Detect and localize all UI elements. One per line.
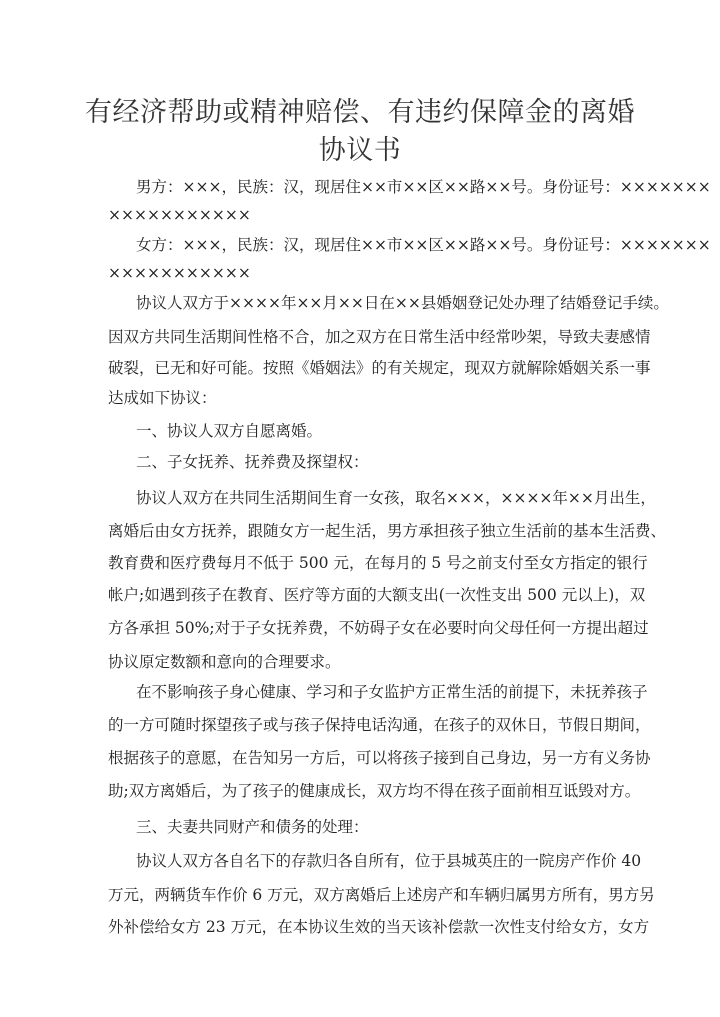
body-line: 协议人双方于××××年××月××日在××县婚姻登记处办理了结婚登记手续。 xyxy=(136,294,669,312)
body-line: 达成如下协议： xyxy=(108,389,217,407)
document-title-line-1: 有经济帮助或精神赔偿、有违约保障金的离婚 xyxy=(85,97,635,128)
body-line: 根据孩子的意愿，在告知另一方后，可以将孩子接到自己身边，另一方有义务协 xyxy=(108,749,651,767)
body-line: 因双方共同生活期间性格不合，加之双方在日常生活中经常吵架，导致夫妻感情 xyxy=(108,328,651,346)
body-line: 帐户;如遇到孩子在教育、医疗等方面的大额支出(一次性支出 500 元以上)，双 xyxy=(108,586,646,604)
body-line: 离婚后由女方抚养，跟随女方一起生活，男方承担孩子独立生活前的基本生活费、 xyxy=(108,522,667,540)
section-heading-1: 一、协议人双方自愿离婚。 xyxy=(136,422,323,440)
section-heading-2: 二、子女抚养、抚养费及探望权： xyxy=(136,453,369,471)
section-heading-3: 三、夫妻共同财产和债务的处理： xyxy=(136,818,369,836)
body-line: 的一方可随时探望孩子或与孩子保持电话沟通，在孩子的双休日，节假日期间， xyxy=(108,716,651,734)
body-line: 破裂，已无和好可能。按照《婚姻法》的有关规定，现双方就解除婚姻关系一事 xyxy=(108,359,651,377)
body-line: 在不影响孩子身心健康、学习和子女监护方正常生活的前提下，未抚养孩子 xyxy=(136,683,648,701)
body-line: 协议人双方在共同生活期间生育一女孩，取名×××，××××年××月出生， xyxy=(136,489,656,507)
body-line: 协议原定数额和意向的合理要求。 xyxy=(108,653,341,671)
document-title-line-2: 协议书 xyxy=(318,135,402,166)
body-line: 教育费和医疗费每月不低于 500 元，在每月的 5 号之前支付至女方指定的银行 xyxy=(108,554,648,572)
party-male-line: 男方：×××，民族：汉，现居住××市××区××路××号。身份证号：××××××× xyxy=(136,178,711,196)
body-line: 万元，两辆货车作价 6 万元，双方离婚后上述房产和车辆归属男方所有，男方另 xyxy=(108,886,655,904)
party-female-id-line: ××××××××××× xyxy=(108,264,251,282)
body-line: 助;双方离婚后，为了孩子的健康成长，双方均不得在孩子面前相互诋毁对方。 xyxy=(108,782,641,800)
body-line: 方各承担 50%;对于子女抚养费，不妨碍子女在必要时向父母任何一方提出超过 xyxy=(108,619,649,637)
body-line: 外补偿给女方 23 万元，在本协议生效的当天该补偿款一次性支付给女方，女方 xyxy=(108,918,650,936)
party-female-line: 女方：×××，民族：汉，现居住××市××区××路××号。身份证号：××××××× xyxy=(136,236,711,254)
party-male-id-line: ××××××××××× xyxy=(108,206,251,224)
body-line: 协议人双方各自名下的存款归各自所有，位于县城英庄的一院房产作价 40 xyxy=(136,852,642,870)
